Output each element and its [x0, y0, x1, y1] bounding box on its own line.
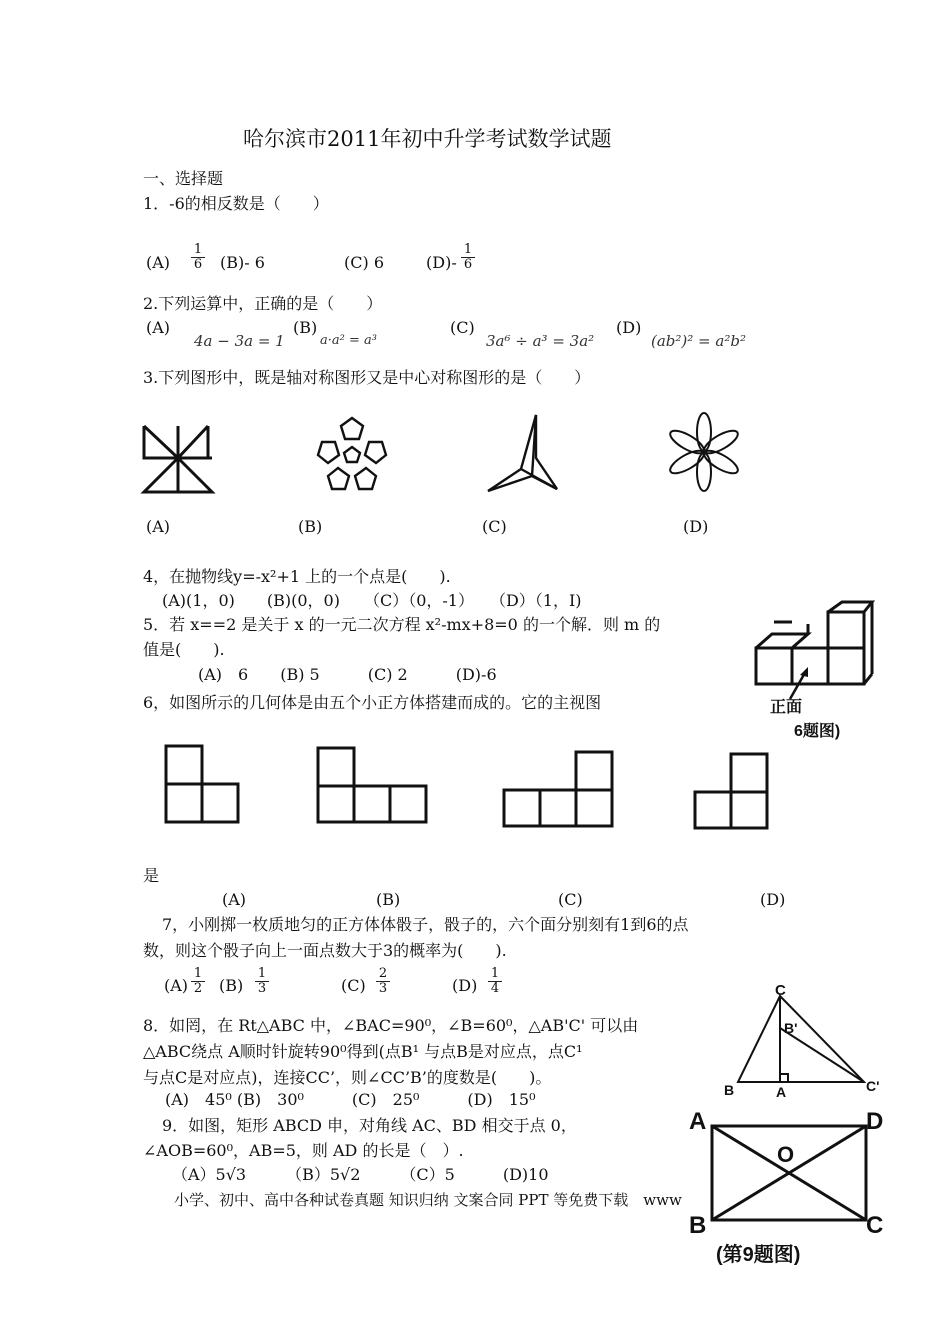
q3-label-a: (A): [146, 517, 171, 536]
q6-figure-caption: 6题图): [794, 723, 841, 740]
denominator: 6: [461, 257, 475, 272]
q6-label-d: (D): [760, 890, 786, 909]
q2-option-c-expr: 3a⁶ ÷ a³ = 3a²: [486, 332, 595, 350]
q3-label-d: (D): [683, 517, 709, 536]
q7-option-d-label: (D): [452, 976, 478, 995]
q7-option-c-fraction: [376, 967, 390, 996]
q2-option-c-label: (C): [450, 318, 475, 337]
q3-label-b: (B): [298, 517, 323, 536]
q9-label-a: A: [689, 1108, 707, 1135]
q6-front-label: 正面: [770, 699, 803, 716]
question-7-line1: 7，小刚掷一枚质地匀的正方体体骰子，骰子的，六个面分别刻有1到6的点: [162, 915, 689, 934]
numerator: 1: [193, 242, 203, 257]
q7-option-a-fraction: [191, 967, 205, 996]
question-7-line2: 数，则这个骰子向上一面点数大于3的概率为( ).: [143, 941, 507, 960]
question-2-stem: 2.下列运算中，正确的是（ ）: [143, 294, 383, 313]
q9-label-c: C: [866, 1212, 884, 1239]
numerator: 1: [463, 242, 473, 257]
q6-label-c: (C): [558, 890, 583, 909]
q6-label-b: (B): [376, 890, 401, 909]
q3-figure-a-pinwheel: [142, 422, 212, 494]
q7-option-c-label: (C): [341, 976, 366, 995]
section-heading: 一、选择题: [143, 169, 224, 188]
question-5-line2: 值是( ).: [143, 640, 225, 659]
q2-option-a-label: (A): [146, 318, 171, 337]
numerator: 1: [490, 966, 500, 981]
q1-option-c: (C) 6: [344, 253, 384, 272]
question-4-stem: 4，在抛物线y=-x²+1 上的一个点是( ).: [143, 567, 451, 586]
q1-option-a-label: (A): [146, 253, 171, 272]
q6-option-c-view: [502, 750, 614, 830]
q3-label-c: (C): [482, 517, 507, 536]
q9-label-b: B: [689, 1212, 707, 1239]
q6-option-b-view: [316, 746, 428, 826]
q8-label-c: C: [775, 982, 786, 999]
q6-option-a-view: [164, 744, 242, 826]
q9-label-d: D: [866, 1108, 884, 1135]
numerator: 1: [257, 966, 267, 981]
question-9-line1: 9．如图，矩形 ABCD 申，对角线 AC、BD 相交于点 0，: [162, 1116, 577, 1135]
q6-label-a: (A): [222, 890, 247, 909]
q1-option-b: (B)- 6: [220, 253, 265, 272]
q5-options: (A) 6 (B) 5 (C) 2 (D)-6: [198, 665, 497, 684]
question-5-line1: 5．若 x==2 是关于 x 的一元二次方程 x²-mx+8=0 的一个解．则 m 的: [143, 615, 661, 634]
question-8-line3: 与点C是对应点)，连接CC’，则∠CC’B’的度数是( )。: [143, 1068, 552, 1087]
q8-label-b-prime: B': [784, 1020, 798, 1036]
q6-arrow: [786, 665, 812, 701]
q8-options: (A) 45⁰ (B) 30⁰ (C) 25⁰ (D) 15⁰: [165, 1090, 536, 1109]
q8-label-c-prime: C': [866, 1078, 880, 1094]
denominator: 6: [191, 257, 205, 272]
q2-option-d-expr: (ab²)² = a²b²: [651, 332, 746, 350]
page-footer: 小学、初中、高中各种试卷真题 知识归纳 文案合同 PPT 等免费下载 www: [174, 1191, 682, 1209]
q2-option-b-expr: a·a² = a³: [320, 333, 377, 348]
question-6-stem: 6，如图所示的几何体是由五个小正方体搭建而成的。它的主视图: [143, 693, 602, 712]
q3-figure-b-pentagons: [312, 415, 392, 495]
q9-figure-caption: (第9题图): [716, 1244, 801, 1266]
q7-option-a-label: (A): [164, 976, 189, 995]
q6-figure-cubes: [752, 600, 872, 690]
q8-label-b: B: [724, 1082, 735, 1098]
q2-option-a-expr: 4a − 3a = 1: [194, 332, 285, 350]
question-8-line2: △ABC绕点 A顺时针旋转90⁰得到(点B¹ 与点B是对应点，点C¹: [143, 1042, 583, 1061]
q9-options: （A）5√3 （B）5√2 （C）5 (D)10: [172, 1165, 549, 1184]
q8-triangle-figure: [736, 994, 876, 1086]
numerator: 2: [378, 966, 388, 981]
question-3-stem: 3.下列图形中，既是轴对称图形又是中心对称图形的是（ ）: [143, 368, 591, 387]
q4-options: (A)(1，0) (B)(0，0) （C）（0，-1） （D）（1，I): [162, 591, 582, 610]
question-9-line2: ∠AOB=60⁰，AB=5，则 AD 的长是（ ）.: [143, 1141, 464, 1160]
denominator: 3: [376, 981, 390, 996]
question-6-tail: 是: [143, 866, 160, 885]
q1-option-a-fraction: [191, 243, 205, 272]
question-8-line1: 8．如罔，在 Rt△ABC 中，∠BAC=90⁰，∠B=60⁰，△AB'C' 可以由: [143, 1016, 639, 1035]
q6-option-d-view: [693, 752, 769, 832]
numerator: 1: [193, 966, 203, 981]
q9-label-o: O: [777, 1142, 795, 1167]
q2-option-d-label: (D): [616, 318, 642, 337]
denominator: 4: [488, 981, 502, 996]
q1-option-d-fraction: [461, 243, 475, 272]
q7-option-b-label: (B): [219, 976, 244, 995]
q2-option-b-label: (B): [293, 318, 318, 337]
q7-option-b-fraction: [255, 967, 269, 996]
page-title: 哈尔滨市2011年初中升学考试数学试题: [243, 127, 612, 151]
question-1-stem: 1．-6的相反数是（ ）: [143, 194, 329, 213]
q7-option-d-fraction: [488, 967, 502, 996]
q8-label-a: A: [776, 1084, 787, 1100]
denominator: 3: [255, 981, 269, 996]
q3-figure-d-flower: [666, 412, 742, 492]
q3-figure-c-three-point-star: [483, 413, 563, 495]
q1-option-d-label: (D)-: [426, 253, 457, 272]
denominator: 2: [191, 981, 205, 996]
q9-rectangle-figure: [710, 1124, 870, 1224]
